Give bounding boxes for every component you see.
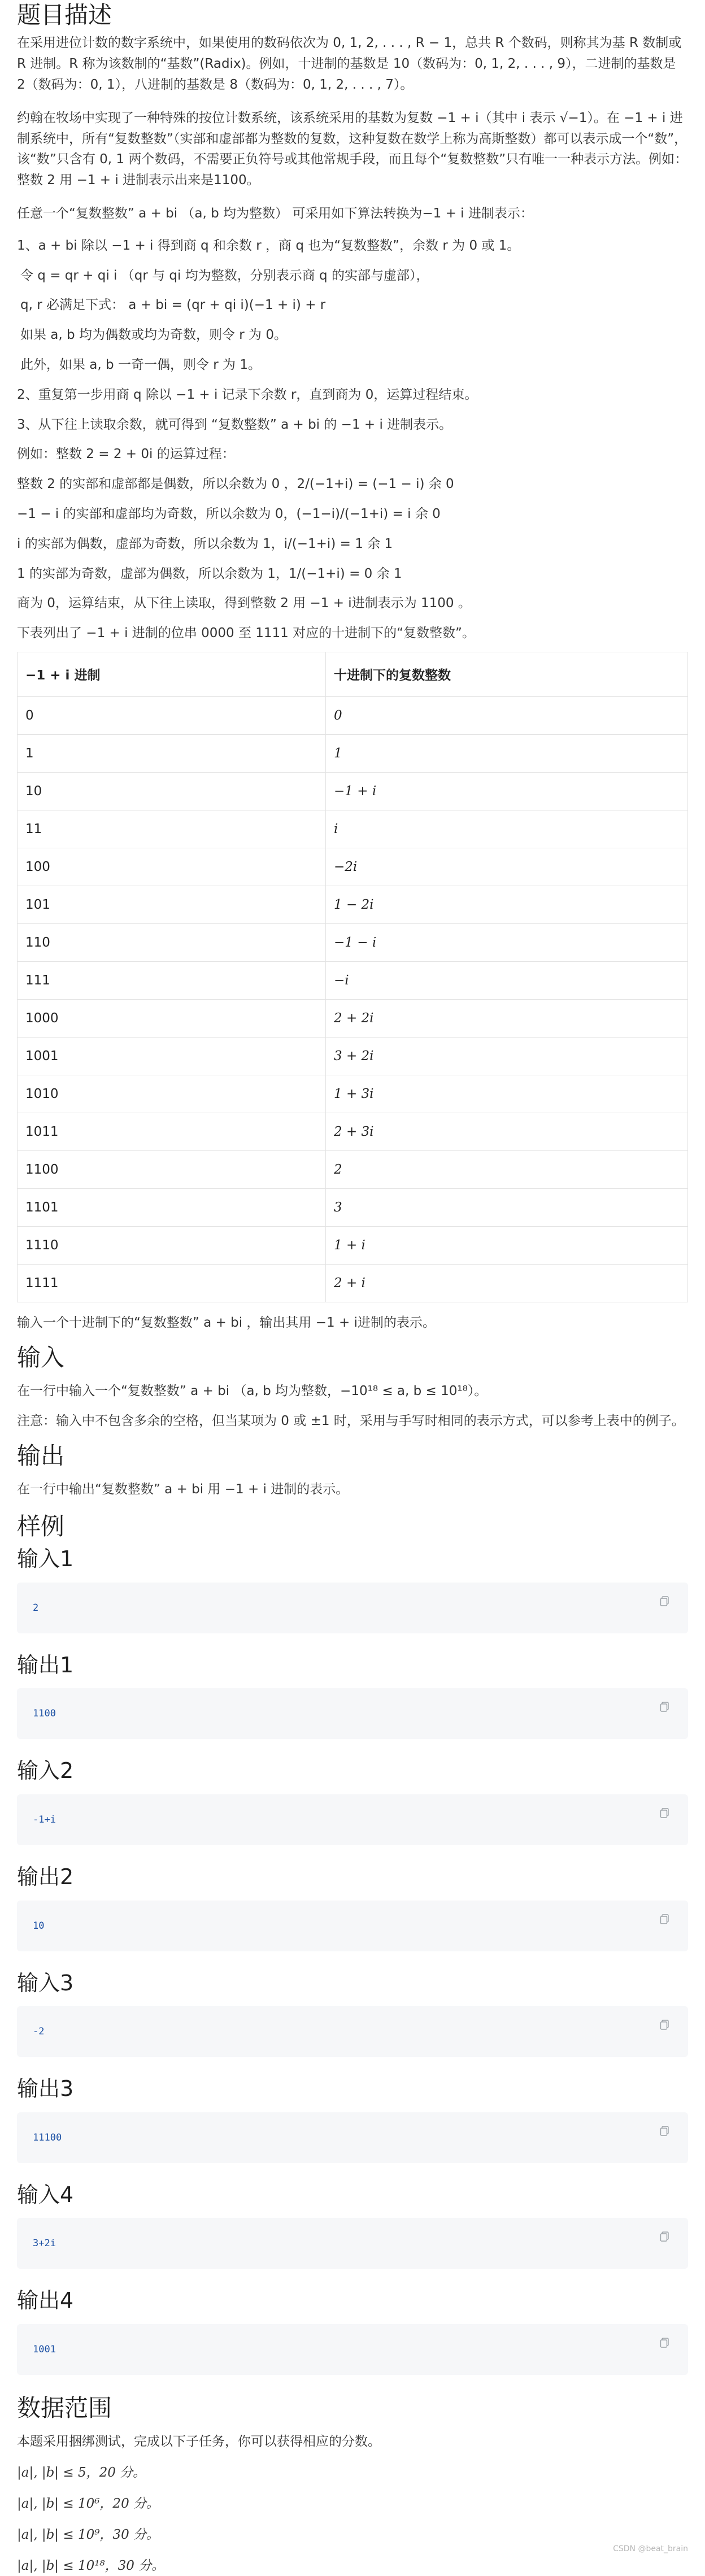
- table-header-decimal: 十进制下的复数整数: [326, 652, 688, 696]
- example-heading: 例如：整数 2 = 2 + 0i 的运算过程：: [17, 447, 235, 462]
- example-step-2: −1 − i 的实部和虚部均为奇数，所以余数为 0，(−1−i)/(−1+i) = i 余 0: [17, 506, 441, 521]
- table-row: [18, 923, 688, 961]
- sample-code-block: [17, 1688, 688, 1739]
- table-cell: 1000: [18, 999, 326, 1037]
- table-cell: 2 + 2i: [326, 999, 688, 1037]
- samples-section-title: 样例: [17, 1512, 65, 1540]
- sample-code-block: [17, 2112, 688, 2163]
- example-step-4: 1 的实部为奇数，虚部为偶数，所以余数为 1，1/(−1+i) = 0 余 1: [17, 566, 402, 581]
- table-row: [18, 886, 688, 923]
- input-section-title: 输入: [17, 1343, 65, 1371]
- table-cell: 110: [18, 923, 326, 961]
- algorithm-intro: 任意一个“复数整数” a + bi （a, b 均为整数） 可采用如下算法转换为−1 + i 进制表示：: [17, 206, 533, 221]
- sample-code: -1+i: [33, 1814, 56, 1826]
- table-row: [18, 999, 688, 1037]
- table-row: [18, 1037, 688, 1075]
- table-cell: 11: [18, 810, 326, 848]
- table-caption: 下表列出了 −1 + i 进制的位串 0000 至 1111 对应的十进制下的“复数整数”。: [17, 626, 475, 641]
- sample-code-block: [17, 1794, 688, 1845]
- table-row: [18, 810, 688, 848]
- table-row: [18, 1113, 688, 1150]
- table-cell: 10: [18, 772, 326, 810]
- step-1a: 令 q = qr + qi i （qr 与 qi 均为整数，分别表示商 q 的实部与虚部），: [20, 268, 429, 283]
- sample-code-block: [17, 2218, 688, 2269]
- table-row: [18, 961, 688, 999]
- table-cell: −i: [326, 961, 688, 999]
- sample-code: 10: [33, 1920, 45, 1932]
- step-1c: 如果 a, b 均为偶数或均为奇数，则令 r 为 0。: [20, 328, 287, 343]
- table-row: [18, 696, 688, 734]
- table-row: [18, 734, 688, 772]
- table-row: [18, 1188, 688, 1226]
- sample-code-block: [17, 2324, 688, 2375]
- table-cell: 1: [326, 734, 688, 772]
- sample-code-block: [17, 2006, 688, 2057]
- sample-code: -2: [33, 2026, 45, 2038]
- copy-icon[interactable]: [660, 2020, 670, 2030]
- copy-icon[interactable]: [660, 1914, 670, 1924]
- table-cell: 1101: [18, 1188, 326, 1226]
- range-section-title: 数据范围: [17, 2394, 112, 2422]
- output-section-title: 输出: [17, 1441, 65, 1470]
- watermark: CSDN @beat_brain: [613, 2544, 688, 2553]
- step-1: 1、a + bi 除以 −1 + i 得到商 q 和余数 r ，商 q 也为“复数整数”，余数 r 为 0 或 1。: [17, 238, 520, 253]
- table-cell: 101: [18, 886, 326, 923]
- table-header-row: [18, 652, 688, 696]
- range-intro: 本题采用捆绑测试，完成以下子任务，你可以获得相应的分数。: [17, 2434, 381, 2449]
- radix-paragraph: 在采用进位计数的数字系统中，如果使用的数码依次为 0, 1, 2, . . . , R − 1，总共 R 个数码，则称其为基 R 数制或 R 进制。R 称为该数制的“基数”(Radix)。例如，十进制的基数是 10（数码为：0, 1, 2, . . . , 9），二进制的基数是 2（数码为：0, 1），八进制的基数是 8（数码为：0, 1, 2, . . . , 7）。: [17, 36, 682, 92]
- table-row: [18, 1150, 688, 1188]
- table-cell: 2 + 3i: [326, 1113, 688, 1150]
- table-cell: 1 + 3i: [326, 1075, 688, 1113]
- example-step-3: i 的实部为偶数，虚部为奇数，所以余数为 1，i/(−1+i) = 1 余 1: [17, 536, 393, 551]
- subtask-item: |a|, |b| ≤ 10¹⁸，30 分。: [17, 2558, 165, 2573]
- task-statement: 输入一个十进制下的“复数整数” a + bi ，输出其用 −1 + i进制的表示。: [17, 1315, 436, 1330]
- table-cell: 0: [18, 696, 326, 734]
- sample-code: 3+2i: [33, 2238, 56, 2250]
- table-row: [18, 848, 688, 886]
- table-cell: 2: [326, 1150, 688, 1188]
- input-note: 注意：输入中不包含多余的空格，但当某项为 0 或 ±1 时，采用与手写时相同的表示方式，可以参考上表中的例子。: [17, 1413, 685, 1428]
- sample-code: 2: [33, 1602, 39, 1614]
- step-1b: q, r 必满足下式： a + bi = (qr + qi i)(−1 + i) + r: [20, 298, 326, 313]
- table-cell: 1: [18, 734, 326, 772]
- table-cell: 1001: [18, 1037, 326, 1075]
- page-title: 题目描述: [17, 1, 112, 29]
- table-cell: 1110: [18, 1226, 326, 1264]
- sample-label: 输入3: [17, 1970, 74, 1995]
- john-system-paragraph: 约翰在牧场中实现了一种特殊的按位计数系统，该系统采用的基数为复数 −1 + i（其中 i 表示 √−1）。在 −1 + i 进制系统中，所有“复数整数”（实部和虚部都为整数的复数，这种复数在数学上称为高斯整数）都可以表示成一个“数”，该“数”只含有 0, 1 两个数码，不需要正负符号或其他常规手段，而且每个“复数整数”只有唯一一种表示方法。例如：整数 2 用 −1 + i 进制表示出来是1100。: [17, 110, 688, 188]
- subtask-item: |a|, |b| ≤ 10⁹，30 分。: [17, 2527, 160, 2542]
- table-cell: i: [326, 810, 688, 848]
- copy-icon[interactable]: [660, 1596, 670, 1606]
- output-description: 在一行中输出“复数整数” a + bi 用 −1 + i 进制的表示。: [17, 1482, 349, 1497]
- sample-label: 输入4: [17, 2182, 74, 2207]
- table-row: [18, 1264, 688, 1302]
- table-cell: −1 − i: [326, 923, 688, 961]
- table-header-base: −1 + i 进制: [18, 652, 326, 696]
- example-conclusion: 商为 0，运算结束，从下往上读取，得到整数 2 用 −1 + i进制表示为 1100 。: [17, 596, 471, 611]
- sample-label: 输出2: [17, 1864, 74, 1890]
- table-cell: 100: [18, 848, 326, 886]
- input-description: 在一行中输入一个“复数整数” a + bi （a, b 均为整数，−10¹⁸ ≤ a, b ≤ 10¹⁸）。: [17, 1384, 488, 1399]
- table-cell: 1 + i: [326, 1226, 688, 1264]
- table-cell: 1100: [18, 1150, 326, 1188]
- table-row: [18, 1226, 688, 1264]
- table-cell: 1010: [18, 1075, 326, 1113]
- table-cell: 3: [326, 1188, 688, 1226]
- conversion-table: [17, 652, 688, 1302]
- table-cell: 3 + 2i: [326, 1037, 688, 1075]
- copy-icon[interactable]: [660, 2126, 670, 2136]
- step-1d: 此外，如果 a, b 一奇一偶，则令 r 为 1。: [20, 357, 261, 372]
- sample-code: 1100: [33, 1708, 56, 1720]
- step-2: 2、重复第一步用商 q 除以 −1 + i 记录下余数 r，直到商为 0，运算过程结束。: [17, 387, 478, 402]
- subtask-item: |a|, |b| ≤ 5，20 分。: [17, 2465, 146, 2481]
- example-step-1: 整数 2 的实部和虚部都是偶数，所以余数为 0 ，2/(−1+i) = (−1 − i) 余 0: [17, 477, 454, 492]
- copy-icon[interactable]: [660, 1702, 670, 1712]
- table-cell: 1 − 2i: [326, 886, 688, 923]
- step-3: 3、从下往上读取余数，就可得到 “复数整数” a + bi 的 −1 + i 进制表示。: [17, 417, 452, 432]
- subtask-item: |a|, |b| ≤ 10⁶，20 分。: [17, 2496, 160, 2512]
- sample-code: 11100: [33, 2132, 62, 2143]
- table-cell: 0: [326, 696, 688, 734]
- table-cell: 1111: [18, 1264, 326, 1302]
- table-cell: 2 + i: [326, 1264, 688, 1302]
- table-cell: −1 + i: [326, 772, 688, 810]
- copy-icon[interactable]: [660, 1808, 670, 1818]
- table-cell: −2i: [326, 848, 688, 886]
- sample-label: 输出1: [17, 1652, 74, 1677]
- sample-label: 输出3: [17, 2076, 74, 2102]
- copy-icon[interactable]: [660, 2338, 670, 2348]
- table-row: [18, 1075, 688, 1113]
- sample-label: 输出4: [17, 2288, 74, 2313]
- table-row: [18, 772, 688, 810]
- copy-icon[interactable]: [660, 2231, 670, 2242]
- sample-label: 输入1: [17, 1546, 74, 1572]
- samples-list: [17, 1546, 688, 2375]
- sample-code-block: [17, 1901, 688, 1951]
- sample-code: 1001: [33, 2344, 56, 2356]
- sample-label: 输入2: [17, 1758, 74, 1784]
- table-cell: 111: [18, 961, 326, 999]
- sample-code-block: [17, 1583, 688, 1633]
- table-cell: 1011: [18, 1113, 326, 1150]
